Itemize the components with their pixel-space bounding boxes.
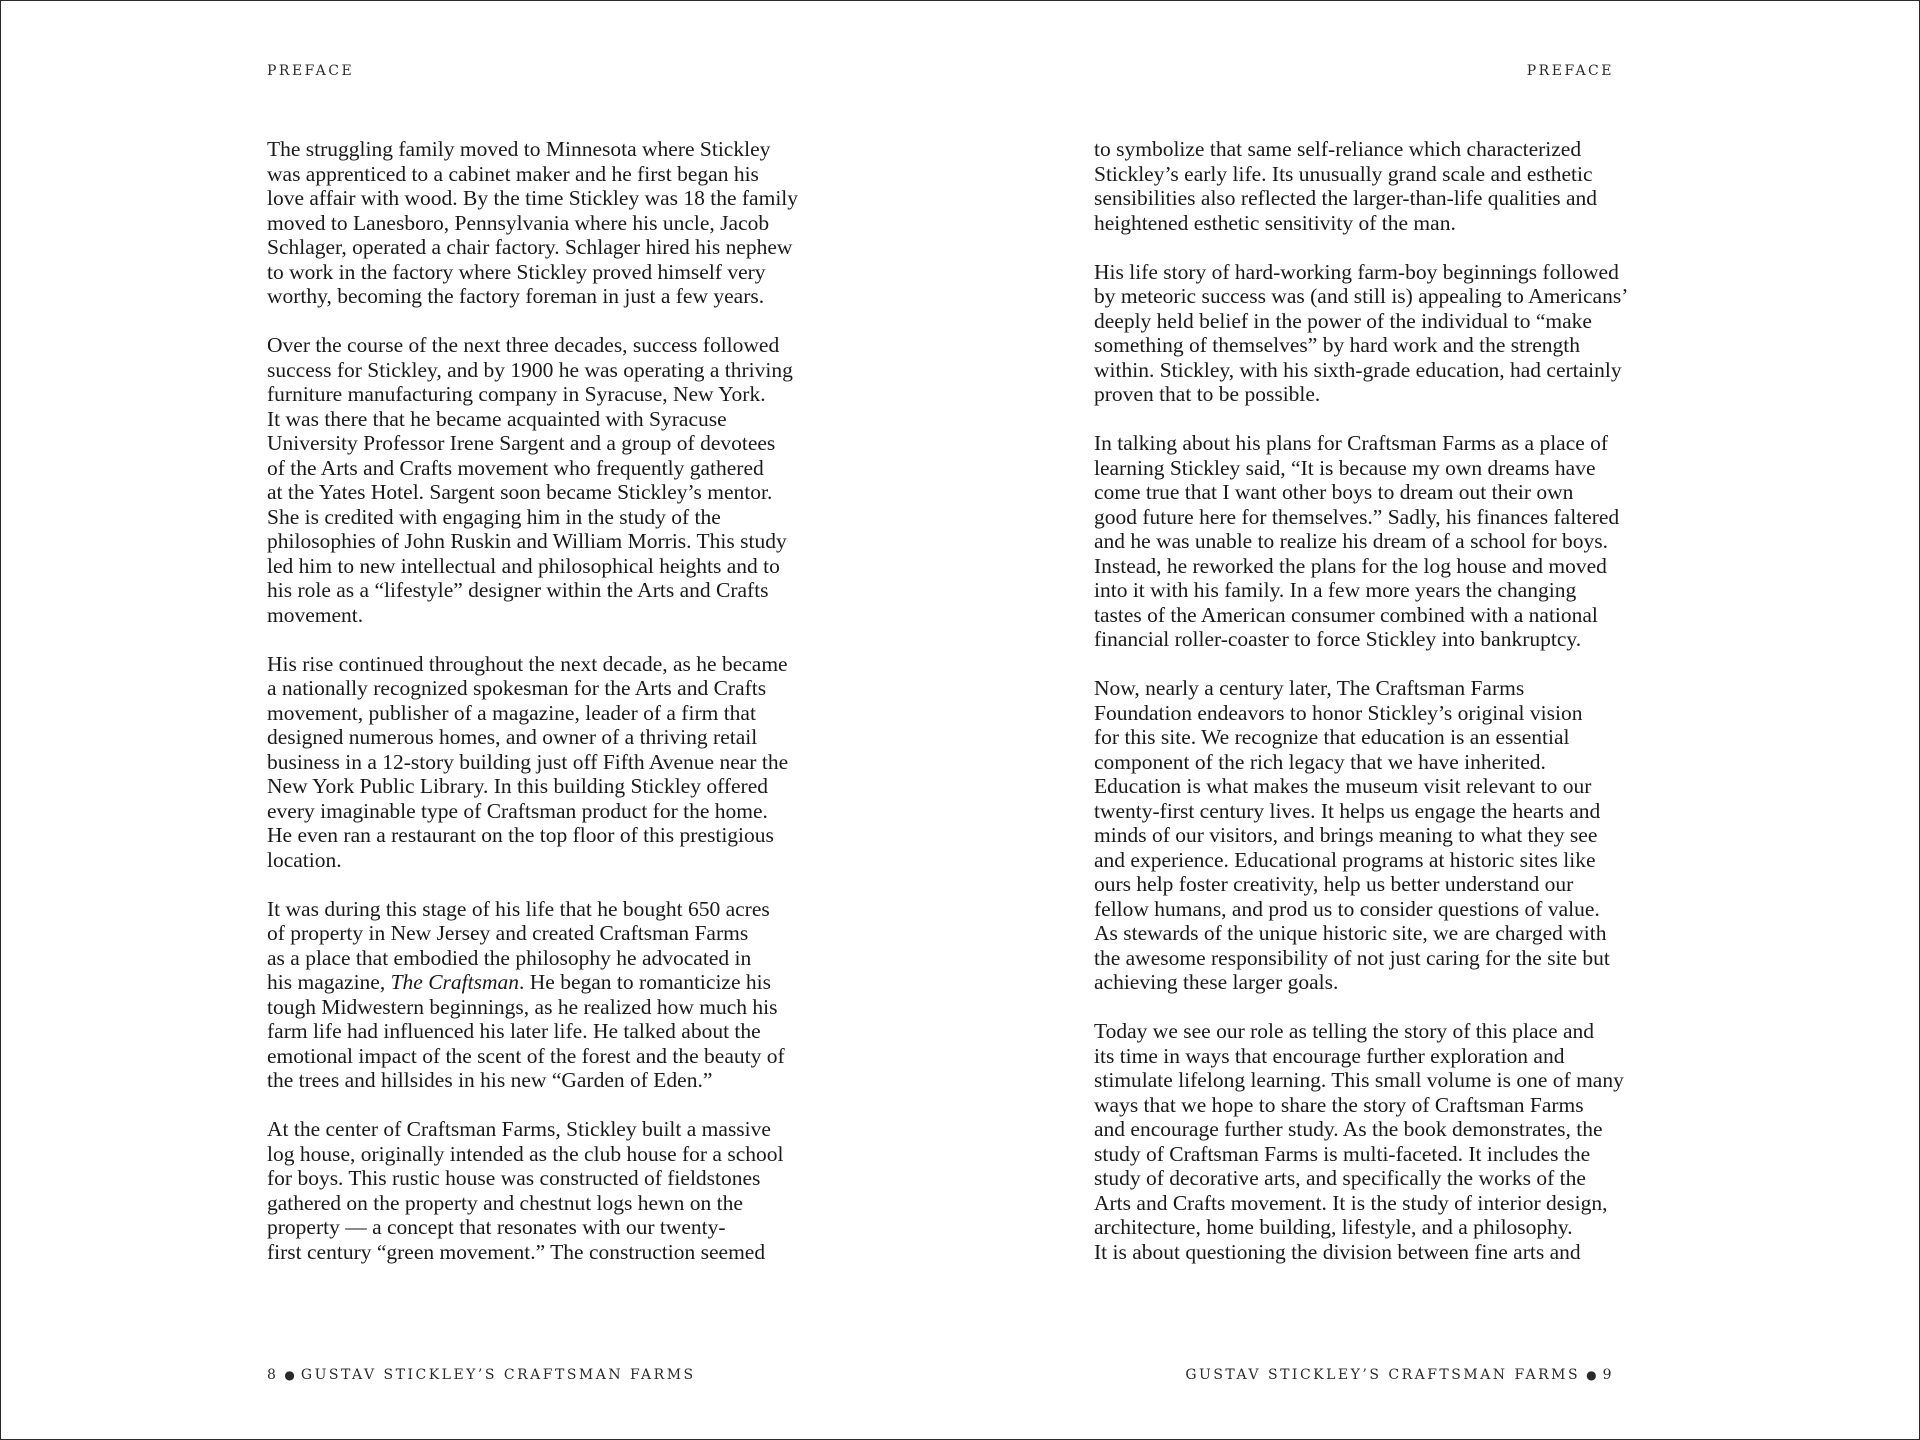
text-line: tough Midwestern beginnings, as he realized how much his xyxy=(267,994,778,1019)
text-line: His life story of hard-working farm-boy beginnings followed xyxy=(1094,259,1619,284)
text-line: and he was unable to realize his dream of a school for boys. xyxy=(1094,529,1609,553)
text-line: Education is what makes the museum visit relevant to our xyxy=(1094,774,1592,798)
text-line: study of decorative arts, and specifically the works of the xyxy=(1094,1166,1586,1190)
paragraph xyxy=(1094,260,1654,407)
paragraph xyxy=(1094,431,1654,652)
left-page-body xyxy=(267,137,827,1289)
text-line: movement, publisher of a magazine, leader of a firm that xyxy=(267,700,756,725)
text-line: In talking about his plans for Craftsman Farms as a place of xyxy=(1094,431,1609,455)
text-line: proven that to be possible. xyxy=(1094,382,1321,406)
text-line: Schlager, operated a chair factory. Schlager hired his nephew xyxy=(267,235,793,259)
text-line: Now, nearly a century later, The Craftsman Farms xyxy=(1094,676,1525,700)
text-line: first century “green movement.” The construction seemed xyxy=(267,1239,766,1264)
right-page-body xyxy=(1094,137,1654,1289)
text-line: furniture manufacturing company in Syracuse, New York. xyxy=(267,382,766,406)
text-line: log house, originally intended as the club house for a school xyxy=(267,1141,784,1166)
paragraph xyxy=(1094,137,1654,235)
text-line: the awesome responsibility of not just caring for the site but xyxy=(1094,945,1610,970)
text-line: fellow humans, and prod us to consider questions of value. xyxy=(1094,896,1600,921)
text-line: As stewards of the unique historic site, we are charged with xyxy=(1094,921,1607,945)
text-line: University Professor Irene Sargent and a group of devotees xyxy=(267,431,776,455)
text-line: at the Yates Hotel. Sargent soon became Stickley’s mentor. xyxy=(267,480,773,504)
text-line: achieving these larger goals. xyxy=(1094,970,1339,994)
text-line: and experience. Educational programs at historic sites like xyxy=(1094,847,1596,872)
text-line: She is credited with engaging him in the study of the xyxy=(267,504,721,529)
text-line: every imaginable type of Craftsman product for the home. xyxy=(267,798,768,823)
text-line: led him to new intellectual and philosophical heights and to xyxy=(267,553,780,578)
running-head-left: PREFACE xyxy=(267,63,355,79)
text-line: farm life had influenced his later life. He talked about the xyxy=(267,1019,761,1043)
text-line: Foundation endeavors to honor Stickley’s original vision xyxy=(1094,700,1583,725)
text-line: twenty-first century lives. It helps us engage the hearts and xyxy=(1094,798,1601,823)
text-line: of the Arts and Crafts movement who frequently gathered xyxy=(267,455,764,480)
text-line: study of Craftsman Farms is multi-faceted. It includes the xyxy=(1094,1141,1591,1166)
text-line: Today we see our role as telling the story of this place and xyxy=(1094,1019,1595,1043)
text-line: Arts and Crafts movement. It is the study of interior design, xyxy=(1094,1190,1608,1215)
text-line: minds of our visitors, and brings meaning to what they see xyxy=(1094,823,1598,847)
text-line: movement. xyxy=(267,602,364,627)
text-line: within. Stickley, with his sixth-grade education, had certainly xyxy=(1094,357,1622,382)
book-title: GUSTAV STICKLEY’S CRAFTSMAN FARMS xyxy=(300,1367,696,1383)
footer-folio-left xyxy=(267,1367,696,1383)
text-line: a nationally recognized spokesman for the Arts and Crafts xyxy=(267,676,767,700)
page-number: 8 xyxy=(267,1367,279,1383)
text-line: Over the course of the next three decades, success followed xyxy=(267,333,780,357)
text-line: of property in New Jersey and created Craftsman Farms xyxy=(267,921,749,945)
running-head-right: PREFACE xyxy=(1526,63,1614,79)
paragraph xyxy=(267,333,827,627)
paragraph xyxy=(267,137,827,309)
paragraph xyxy=(267,1117,827,1264)
text-line: his role as a “lifestyle” designer within the Arts and Crafts xyxy=(267,578,769,602)
text-line: It is about questioning the division between fine arts and xyxy=(1094,1239,1581,1264)
text-line: component of the rich legacy that we have inherited. xyxy=(1094,749,1546,774)
text-segment: his magazine, xyxy=(267,970,391,994)
text-line: and encourage further study. As the book demonstrates, the xyxy=(1094,1117,1603,1141)
text-line: to work in the factory where Stickley proved himself very xyxy=(267,259,766,284)
text-line: ours help foster creativity, help us better understand our xyxy=(1094,872,1574,896)
text-line: heightened esthetic sensitivity of the man. xyxy=(1094,210,1456,235)
bullet-separator: ● xyxy=(1586,1368,1597,1382)
text-line: come true that I want other boys to dream out their own xyxy=(1094,480,1574,504)
text-line: worthy, becoming the factory foreman in just a few years. xyxy=(267,284,765,308)
text-line: designed numerous homes, and owner of a thriving retail xyxy=(267,725,758,749)
paragraph xyxy=(267,652,827,873)
magazine-title: The Craftsman xyxy=(390,970,520,994)
text-line: It was there that he became acquainted with Syracuse xyxy=(267,406,727,431)
page-number: 9 xyxy=(1602,1367,1614,1383)
text-line: learning Stickley said, “It is because my own dreams have xyxy=(1094,455,1596,480)
text-line: New York Public Library. In this building Stickley offered xyxy=(267,774,769,798)
text-line: location. xyxy=(267,847,342,872)
text-line: emotional impact of the scent of the forest and the beauty of xyxy=(267,1043,785,1068)
text-line: philosophies of John Ruskin and William Morris. This study xyxy=(267,529,787,553)
text-line: moved to Lanesboro, Pennsylvania where his uncle, Jacob xyxy=(267,210,770,235)
footer-folio-right xyxy=(1185,1367,1614,1383)
text-line: as a place that embodied the philosophy he advocated in xyxy=(267,945,752,970)
text-line: stimulate lifelong learning. This small volume is one of many xyxy=(1094,1068,1624,1092)
text-line: into it with his family. In a few more years the changing xyxy=(1094,578,1577,602)
text-line: love affair with wood. By the time Stickley was 18 the family xyxy=(267,186,799,210)
text-line: was apprenticed to a cabinet maker and he first began his xyxy=(267,161,759,186)
paragraph xyxy=(1094,1019,1654,1264)
text-line: tastes of the American consumer combined with a national xyxy=(1094,602,1598,627)
text-line: It was during this stage of his life that he bought 650 acres xyxy=(267,896,770,921)
text-line: ways that we hope to share the story of Craftsman Farms xyxy=(1094,1092,1584,1117)
right-page xyxy=(960,1,1919,1439)
text-line: He even ran a restaurant on the top floor of this prestigious xyxy=(267,823,774,847)
paragraph xyxy=(1094,676,1654,995)
text-line: the trees and hillsides in his new “Garden of Eden.” xyxy=(267,1068,713,1092)
text-line: to symbolize that same self-reliance which characterized xyxy=(1094,137,1582,161)
text-line: financial roller-coaster to force Stickley into bankruptcy. xyxy=(1094,627,1582,651)
text-line: success for Stickley, and by 1900 he was operating a thriving xyxy=(267,357,793,382)
text-line: good future here for themselves.” Sadly, his finances faltered xyxy=(1094,504,1620,529)
text-line: Stickley’s early life. Its unusually grand scale and esthetic xyxy=(1094,161,1593,186)
paragraph xyxy=(267,897,827,1093)
text-line: something of themselves” by hard work and the strength xyxy=(1094,333,1581,357)
text-line: for boys. This rustic house was constructed of fieldstones xyxy=(267,1166,761,1190)
text-line: The struggling family moved to Minnesota where Stickley xyxy=(267,137,771,161)
text-line: sensibilities also reflected the larger-than-life qualities and xyxy=(1094,186,1598,210)
text-line: its time in ways that encourage further exploration and xyxy=(1094,1043,1565,1068)
text-line: business in a 12-story building just off Fifth Avenue near the xyxy=(267,749,789,774)
text-line: for this site. We recognize that education is an essential xyxy=(1094,725,1570,749)
text-line xyxy=(267,970,827,995)
text-line: At the center of Craftsman Farms, Stickley built a massive xyxy=(267,1117,771,1141)
text-line: deeply held belief in the power of the individual to “make xyxy=(1094,308,1592,333)
text-line: gathered on the property and chestnut logs hewn on the xyxy=(267,1190,743,1215)
text-line: by meteoric success was (and still is) appealing to Americans’ xyxy=(1094,284,1629,308)
text-line: property — a concept that resonates with our twenty- xyxy=(267,1215,726,1239)
book-title: GUSTAV STICKLEY’S CRAFTSMAN FARMS xyxy=(1185,1367,1581,1383)
text-line: architecture, home building, lifestyle, and a philosophy. xyxy=(1094,1215,1573,1239)
text-line: Instead, he reworked the plans for the log house and moved xyxy=(1094,553,1607,578)
text-segment: . He began to romanticize his xyxy=(519,970,771,994)
left-page xyxy=(1,1,960,1439)
bullet-separator: ● xyxy=(284,1368,295,1382)
text-line: His rise continued throughout the next decade, as he became xyxy=(267,651,788,676)
